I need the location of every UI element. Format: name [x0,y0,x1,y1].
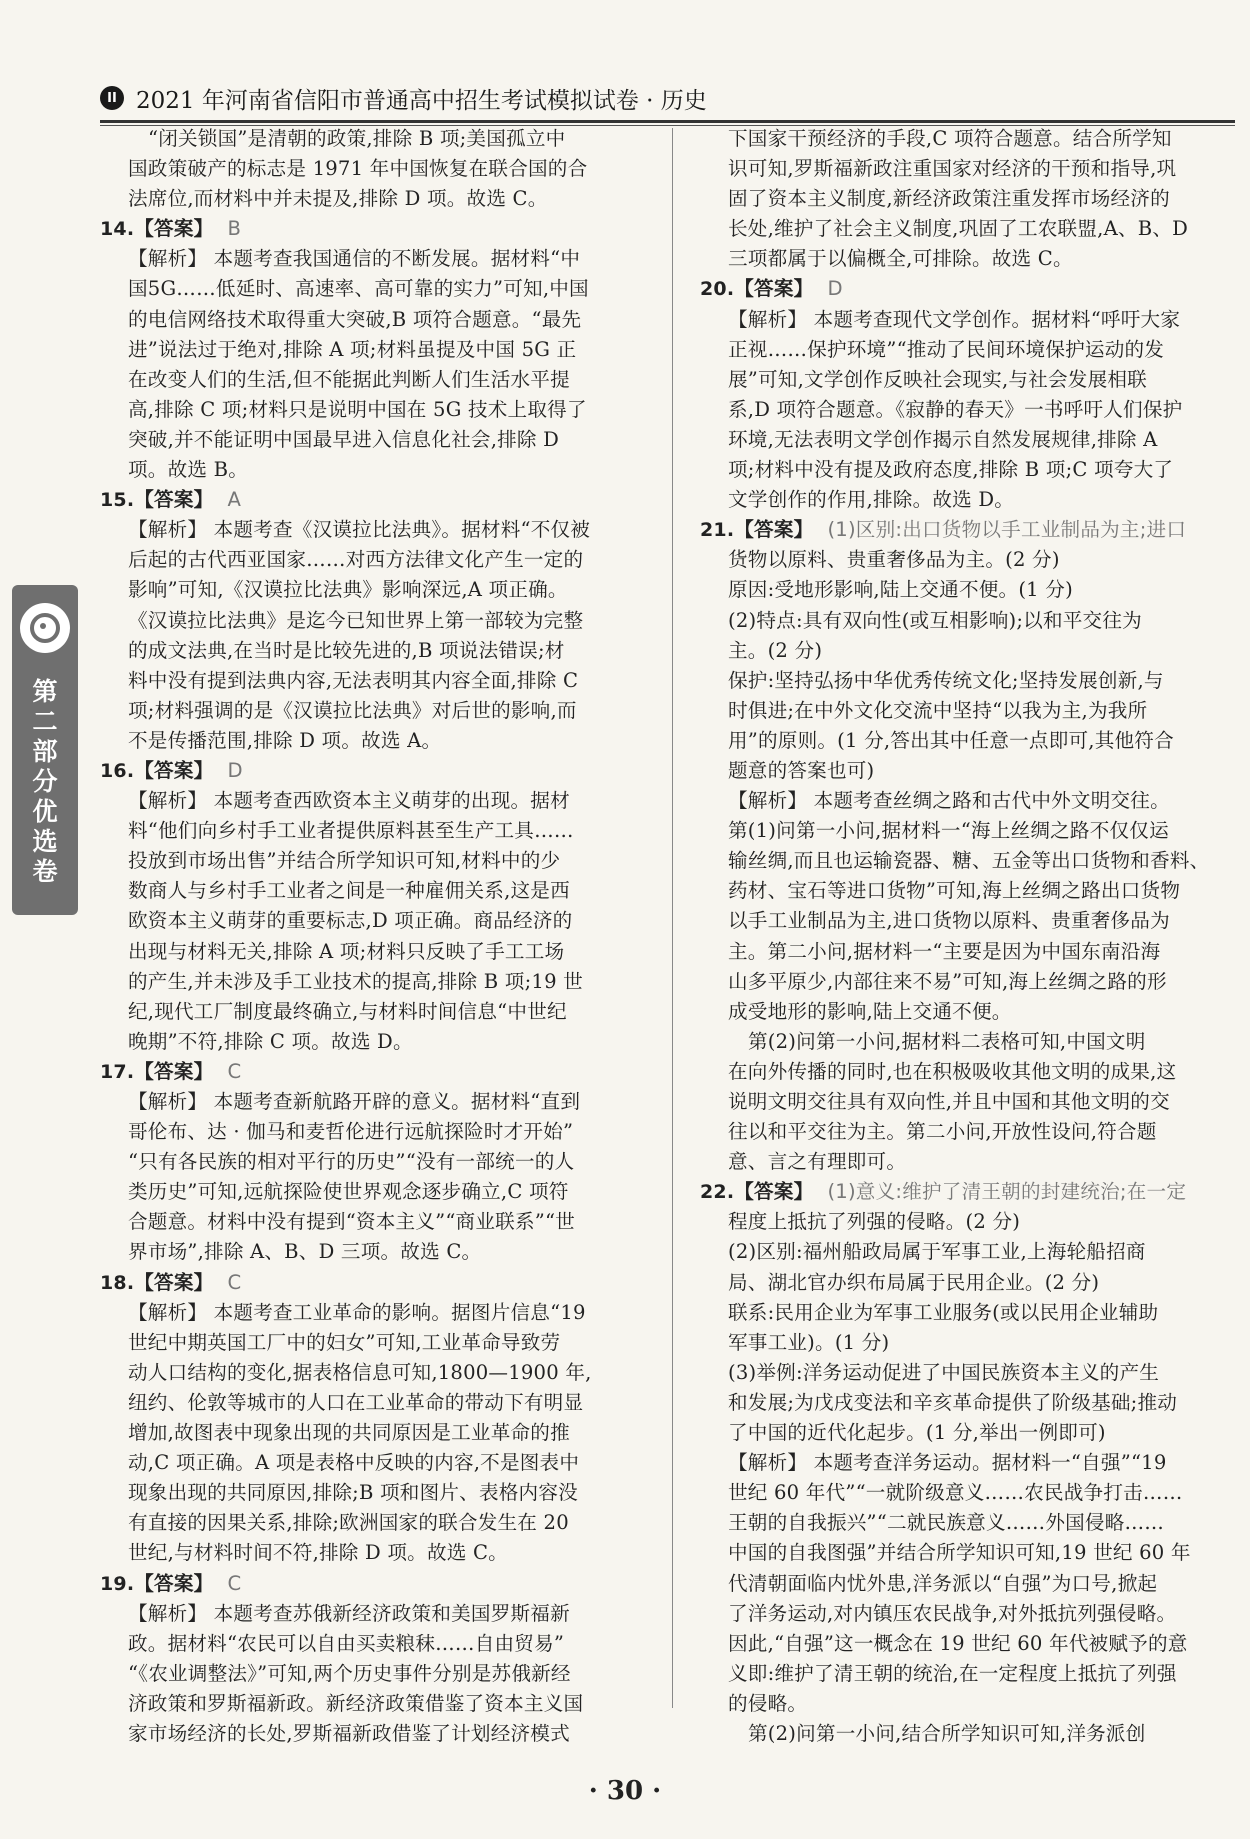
text-line: “闭关锁国”是清朝的政策,排除 B 项;美国孤立中 [148,127,566,150]
text-line: 项。故选 B。 [128,458,248,482]
text-line: 国政策破产的标志是 1971 年中国恢复在联合国的合 [128,157,588,181]
text-line: 影响”可知,《汉谟拉比法典》影响深远,A 项正确。 [128,578,568,602]
answer-value: D [227,758,243,782]
text-line: 动,C 项正确。A 项是表格中反映的内容,不是图表中 [128,1451,580,1475]
text-line: 用”的原则。(1 分,答出其中任意一点即可,其他符合 [728,728,1174,752]
text-line: 往以和平交往为主。第二小问,开放性设问,符合题 [728,1120,1157,1144]
text-line: 长处,维护了社会主义制度,巩固了工农联盟,A、B、D [728,217,1189,241]
answer-tag: 【答案】 [734,1180,814,1204]
text-line: 在向外传播的同时,也在积极吸收其他文明的成果,这 [728,1059,1177,1083]
text-line: 【解析】 本题考查洋务运动。据材料一“自强”“19 [728,1451,1167,1475]
section-label: 第二部分 优选卷 [32,677,58,886]
text-line: 料“他们向乡村手工业者提供原料甚至生产工具…… [128,819,574,843]
text-line: 展”可知,文学创作反映社会现实,与社会发展相联 [728,367,1147,391]
text-line: 济政策和罗斯福新政。新经济政策借鉴了资本主义国 [128,1691,584,1715]
text-line: 义即:维护了清王朝的统治,在一定程度上抵抗了列强 [728,1661,1177,1685]
text-line: 局、湖北官办织布局属于民用企业。(2 分) [728,1270,1100,1294]
section-side-tab [12,585,78,915]
answer-tag: 【答案】 [134,217,214,241]
text-line: 界市场”,排除 A、B、D 三项。故选 C。 [128,1240,482,1264]
question-number: 20. [700,278,735,301]
text-line: 政。据材料“农民可以自由买卖粮秣……自由贸易” [128,1631,565,1655]
text-line: 晚期”不符,排除 C 项。故选 D。 [128,1029,413,1053]
answer-line [100,1057,652,1087]
text-line: 类历史”可知,远航探险使世界观念逐步确立,C 项符 [128,1180,569,1204]
text-line: (2)特点:具有双向性(或互相影响);以和平交往为 [728,608,1142,632]
answer-value: (1)意义:维护了清王朝的封建统治;在一定 [827,1180,1187,1204]
text-line: 纪,现代工厂制度最终确立,与材料时间信息“中世纪 [128,999,567,1023]
text-line: 世纪,与材料时间不符,排除 D 项。故选 C。 [128,1541,508,1565]
question-number: 22. [700,1181,735,1204]
answer-tag: 【答案】 [734,518,814,542]
text-line: 进”说法过于绝对,排除 A 项;材料虽提及中国 5G 正 [128,337,577,361]
text-line: 货物以原料、贵重奢侈品为主。(2 分) [728,548,1060,572]
text-line: 王朝的自我振兴”“二就民族意义……外国侵略…… [728,1511,1165,1535]
text-line: 家市场经济的长处,罗斯福新政借鉴了计划经济模式 [128,1721,570,1745]
text-line: 的电信网络技术取得重大突破,B 项符合题意。“最先 [128,307,582,331]
answer-tag: 【答案】 [134,1571,214,1595]
column-divider [672,128,673,1708]
text-line: 以手工业制品为主,进口货物以原料、贵重奢侈品为 [728,909,1170,933]
text-line: 哥伦布、达 · 伽马和麦哲伦进行远航探险时才开始” [128,1120,574,1144]
text-line: (3)举例:洋务运动促进了中国民族资本主义的产生 [728,1360,1160,1384]
text-line: 现象出现的共同原因,排除;B 项和图片、表格内容没 [128,1481,578,1505]
text-line: 第(2)问第一小问,结合所学知识可知,洋务派创 [748,1721,1146,1745]
text-line: 系,D 项符合题意。《寂静的春天》一书呼吁人们保护 [728,397,1183,421]
header-rule [100,120,1235,123]
answer-tag: 【答案】 [134,1059,214,1083]
text-line: 【解析】 本题考查苏俄新经济政策和美国罗斯福新 [128,1601,570,1625]
text-line: 项;材料中没有提及政府态度,排除 B 项;C 项夸大了 [728,458,1174,482]
answer-line [100,1569,652,1599]
answer-tag: 【答案】 [134,488,214,512]
text-line: 【解析】 本题考查现代文学创作。据材料“呼吁大家 [728,307,1181,331]
text-line: 保护:坚持弘扬中华优秀传统文化;坚持发展创新,与 [728,668,1164,692]
text-line: 【解析】 本题考查我国通信的不断发展。据材料“中 [128,247,581,271]
text-line: “《农业调整法》”可知,两个历史事件分别是苏俄新经 [128,1661,571,1685]
answer-line [100,756,652,786]
answer-value: (1)区别:出口货物以手工业制品为主;进口 [827,518,1187,542]
answer-line [700,515,1235,545]
text-line: 世纪 60 年代”“一就阶级意义……农民战争打击…… [728,1481,1183,1505]
text-line: 高,排除 C 项;材料只是说明中国在 5G 技术上取得了 [128,397,587,421]
text-line: 文学创作的作用,排除。故选 D。 [728,488,1015,512]
text-line: 料中没有提到法典内容,无法表明其内容全面,排除 C [128,668,579,692]
page-number: · 30 · [588,1776,662,1806]
text-line: 和发展;为戊戌变法和辛亥革命提供了阶级基础;推动 [728,1390,1178,1414]
answer-value: C [227,1270,242,1294]
text-line: 第(1)问第一小问,据材料一“海上丝绸之路不仅仅运 [728,819,1169,843]
volume-badge: II [100,86,124,110]
answer-tag: 【答案】 [734,277,814,301]
text-line: 增加,故图表中现象出现的共同原因是工业革命的推 [128,1421,570,1445]
question-number: 18. [100,1271,135,1294]
text-line: 的成文法典,在当时是比较先进的,B 项说法错误;材 [128,638,565,662]
question-number: 19. [100,1572,135,1595]
text-line: 原因:受地形影响,陆上交通不便。(1 分) [728,578,1073,602]
text-line: 山多平原少,内部往来不易”可知,海上丝绸之路的形 [728,969,1167,993]
text-line: 【解析】 本题考查工业革命的影响。据图片信息“19 [128,1300,586,1324]
text-line: 纽约、伦敦等城市的人口在工业革命的带动下有明显 [128,1390,584,1414]
answer-line [100,485,652,515]
text-line: 的产生,并未涉及手工业技术的提高,排除 B 项;19 世 [128,969,583,993]
text-line: 代清朝面临内忧外患,洋务派以“自强”为口号,掀起 [728,1571,1158,1595]
right-column [700,124,1235,1749]
question-number: 14. [100,218,135,241]
text-line: 国5G……低延时、高速率、高可靠的实力”可知,中国 [128,277,589,301]
text-line: 世纪中期英国工厂中的妇女”可知,工业革命导致劳 [128,1330,561,1354]
text-line: 有直接的因果关系,排除;欧洲国家的联合发生在 20 [128,1511,569,1535]
page-header [100,78,1235,118]
text-line: 程度上抵抗了列强的侵略。(2 分) [728,1210,1021,1234]
question-number: 21. [700,519,735,542]
text-line: 合题意。材料中没有提到“资本主义”“商业联系”“世 [128,1210,575,1234]
text-line: 动人口结构的变化,据表格信息可知,1800—1900 年, [128,1360,592,1384]
answer-value: C [227,1059,242,1083]
text-line: 在改变人们的生活,但不能据此判断人们生活水平提 [128,367,570,391]
text-line: 不是传播范围,排除 D 项。故选 A。 [128,728,442,752]
answer-line [700,274,1235,304]
text-line: 下国家干预经济的手段,C 项符合题意。结合所学知 [728,127,1172,150]
text-line: 中国的自我图强”并结合所学知识可知,19 世纪 60 年 [728,1541,1191,1565]
text-line: 军事工业)。(1 分) [728,1330,890,1354]
question-number: 15. [100,489,135,512]
text-line: 三项都属于以偏概全,可排除。故选 C。 [728,247,1073,271]
answer-tag: 【答案】 [134,758,214,782]
text-line: 的侵略。 [728,1691,808,1715]
text-line: 项;材料强调的是《汉谟拉比法典》对后世的影响,而 [128,698,577,722]
text-line: 主。第二小问,据材料一“主要是因为中国东南沿海 [728,939,1161,963]
left-column [100,124,652,1749]
text-line: 第(2)问第一小问,据材料二表格可知,中国文明 [748,1029,1146,1053]
text-line: 正视……保护环境”“推动了民间环境保护运动的发 [728,337,1165,361]
text-line: 药材、宝石等进口货物”可知,海上丝绸之路出口货物 [728,879,1181,903]
target-icon [20,603,70,653]
answer-line [100,1268,652,1298]
text-line: 【解析】 本题考查《汉谟拉比法典》。据材料“不仅被 [128,518,591,542]
text-line: 投放到市场出售”并结合所学知识可知,材料中的少 [128,849,561,873]
text-line: 后起的古代西亚国家……对西方法律文化产生一定的 [128,548,584,572]
text-line: 突破,并不能证明中国最早进入信息化社会,排除 D [128,427,560,451]
question-number: 17. [100,1060,135,1083]
question-number: 16. [100,759,135,782]
answer-value: D [827,277,843,301]
answer-line [700,1177,1235,1207]
answer-tag: 【答案】 [134,1270,214,1294]
answer-line [100,214,652,244]
text-line: 说明文明交往具有双向性,并且中国和其他文明的交 [728,1090,1170,1113]
answer-value: C [227,1571,242,1595]
text-line: 法席位,而材料中并未提及,排除 D 项。故选 C。 [128,187,548,211]
text-line: 出现与材料无关,排除 A 项;材料只反映了手工工场 [128,939,565,963]
text-line: 联系:民用企业为军事工业服务(或以民用企业辅助 [728,1300,1159,1324]
text-line: 主。(2 分) [728,638,823,662]
text-line: “只有各民族的相对平行的历史”“没有一部统一的人 [128,1150,575,1174]
text-line: 了中国的近代化起步。(1 分,举出一例即可) [728,1421,1106,1445]
text-line: 【解析】 本题考查新航路开辟的意义。据材料“直到 [128,1090,581,1113]
text-line: 【解析】 本题考查丝绸之路和古代中外文明交往。 [728,789,1170,813]
text-line: 【解析】 本题考查西欧资本主义萌芽的出现。据材 [128,789,570,813]
answer-value: A [227,488,242,512]
text-line: 了洋务运动,对内镇压农民战争,对外抵抗列强侵略。 [728,1601,1177,1625]
text-line: 时俱进;在中外文化交流中坚持“以我为主,为我所 [728,698,1148,722]
text-line: 数商人与乡村手工业者之间是一种雇佣关系,这是西 [128,879,570,903]
exam-title: 2021 年河南省信阳市普通高中招生考试模拟试卷 · 历史 [136,87,707,114]
text-line: 固了资本主义制度,新经济政策注重发挥市场经济的 [728,187,1170,211]
text-line: (2)区别:福州船政局属于军事工业,上海轮船招商 [728,1240,1146,1264]
text-line: 题意的答案也可) [728,758,875,782]
text-line: 成受地形的影响,陆上交通不便。 [728,999,1012,1023]
text-line: 《汉谟拉比法典》是迄今已知世界上第一部较为完整 [128,608,584,632]
text-line: 输丝绸,而且也运输瓷器、糖、五金等出口货物和香料、 [728,849,1210,873]
text-line: 因此,“自强”这一概念在 19 世纪 60 年代被赋予的意 [728,1631,1188,1655]
text-line: 欧资本主义萌芽的重要标志,D 项正确。商品经济的 [128,909,573,933]
text-line: 环境,无法表明文学创作揭示自然发展规律,排除 A [728,427,1158,451]
text-line: 意、言之有理即可。 [728,1150,907,1174]
answer-value: B [227,217,242,241]
text-line: 识可知,罗斯福新政注重国家对经济的干预和指导,巩 [728,157,1177,181]
